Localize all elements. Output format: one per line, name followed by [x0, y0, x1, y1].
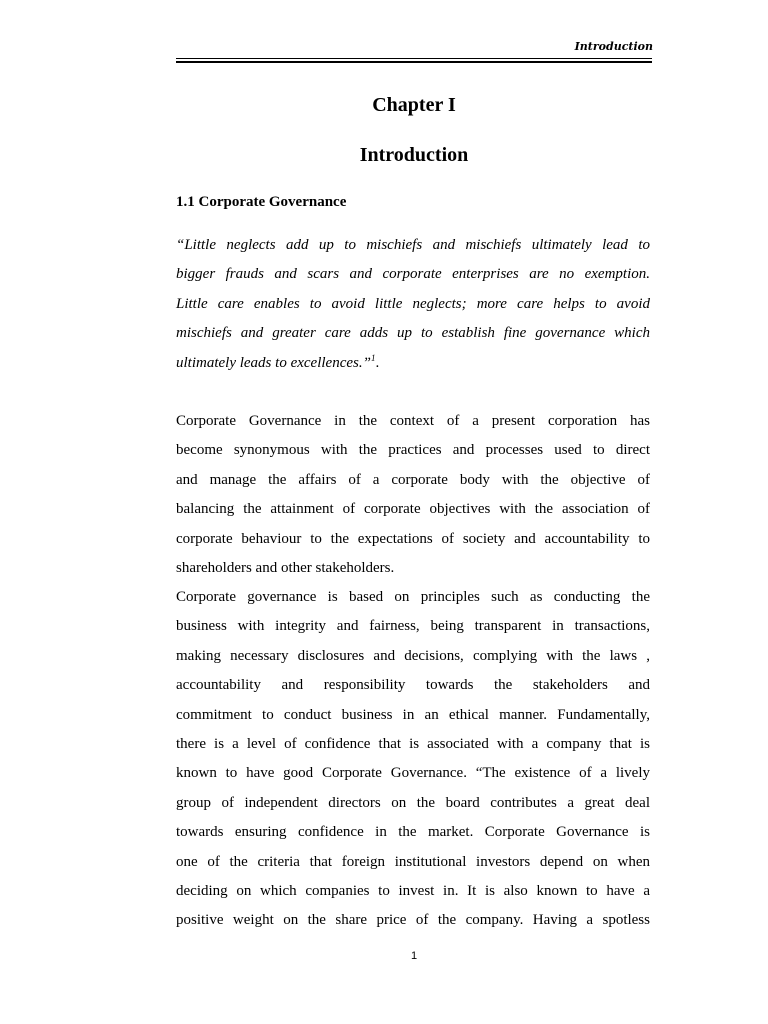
paragraph-line: there is a level of confidence that is associated with a company that is [176, 735, 650, 752]
paragraph-line: positive weight on the share price of the company. Having a spotless [176, 912, 650, 929]
running-header-title: Introduction [574, 40, 653, 53]
quote-line: bigger frauds and scars and corporate enterprises are no exemption. [176, 266, 650, 283]
paragraph-line: towards ensuring confidence in the market. Corporate Governance is [176, 824, 650, 841]
paragraph-line: corporate behaviour to the expectations of society and accountability to [176, 530, 650, 547]
paragraph-line: group of independent directors on the board contributes a great deal [176, 794, 650, 811]
paragraph-line: commitment to conduct business in an ethical manner. Fundamentally, [176, 706, 650, 723]
header-rule-thick [176, 61, 652, 63]
paragraph-line: making necessary disclosures and decisions, complying with the laws , [176, 647, 650, 664]
paragraph-line: one of the criteria that foreign institutional investors depend on when [176, 853, 650, 870]
epigraph-quote [176, 231, 650, 378]
paragraph-line: known to have good Corporate Governance. “The existence of a lively [176, 765, 650, 782]
paragraph-line: become synonymous with the practices and processes used to direct [176, 442, 650, 459]
paragraph-line: shareholders and other stakeholders. [176, 559, 395, 576]
quote-line: mischiefs and greater care adds up to establish fine governance which [176, 325, 650, 342]
paragraph-1 [176, 407, 650, 583]
paragraph-line: business with integrity and fairness, being transparent in transactions, [176, 618, 650, 635]
chapter-title: Introduction [359, 144, 469, 166]
quote-line: ultimately leads to excellences.” [176, 354, 371, 371]
paragraph-line: and manage the affairs of a corporate body with the objective of [176, 471, 650, 488]
quote-end-period: . [375, 354, 380, 371]
paragraph-line: Corporate governance is based on principles such as conducting the [176, 589, 650, 605]
page-number: 1 [410, 950, 418, 962]
header-rule-thin [176, 58, 652, 59]
paragraph-line: deciding on which companies to invest in. It is also known to have a [176, 882, 650, 899]
footnote-ref[interactable]: 1 [370, 352, 376, 363]
quote-line-last [176, 349, 650, 378]
quote-line: “Little neglects add up to mischiefs and mischiefs ultimately lead to [176, 237, 650, 253]
section-heading: 1.1 Corporate Governance [176, 194, 347, 210]
chapter-number: Chapter I [372, 94, 456, 116]
paragraph-line: balancing the attainment of corporate objectives with the association of [176, 501, 650, 518]
quote-line: Little care enables to avoid little neglects; more care helps to avoid [176, 295, 650, 312]
paragraph-2 [176, 583, 650, 936]
paragraph-line: Corporate Governance in the context of a present corporation has [176, 413, 650, 429]
paragraph-line: accountability and responsibility towards the stakeholders and [176, 677, 650, 694]
